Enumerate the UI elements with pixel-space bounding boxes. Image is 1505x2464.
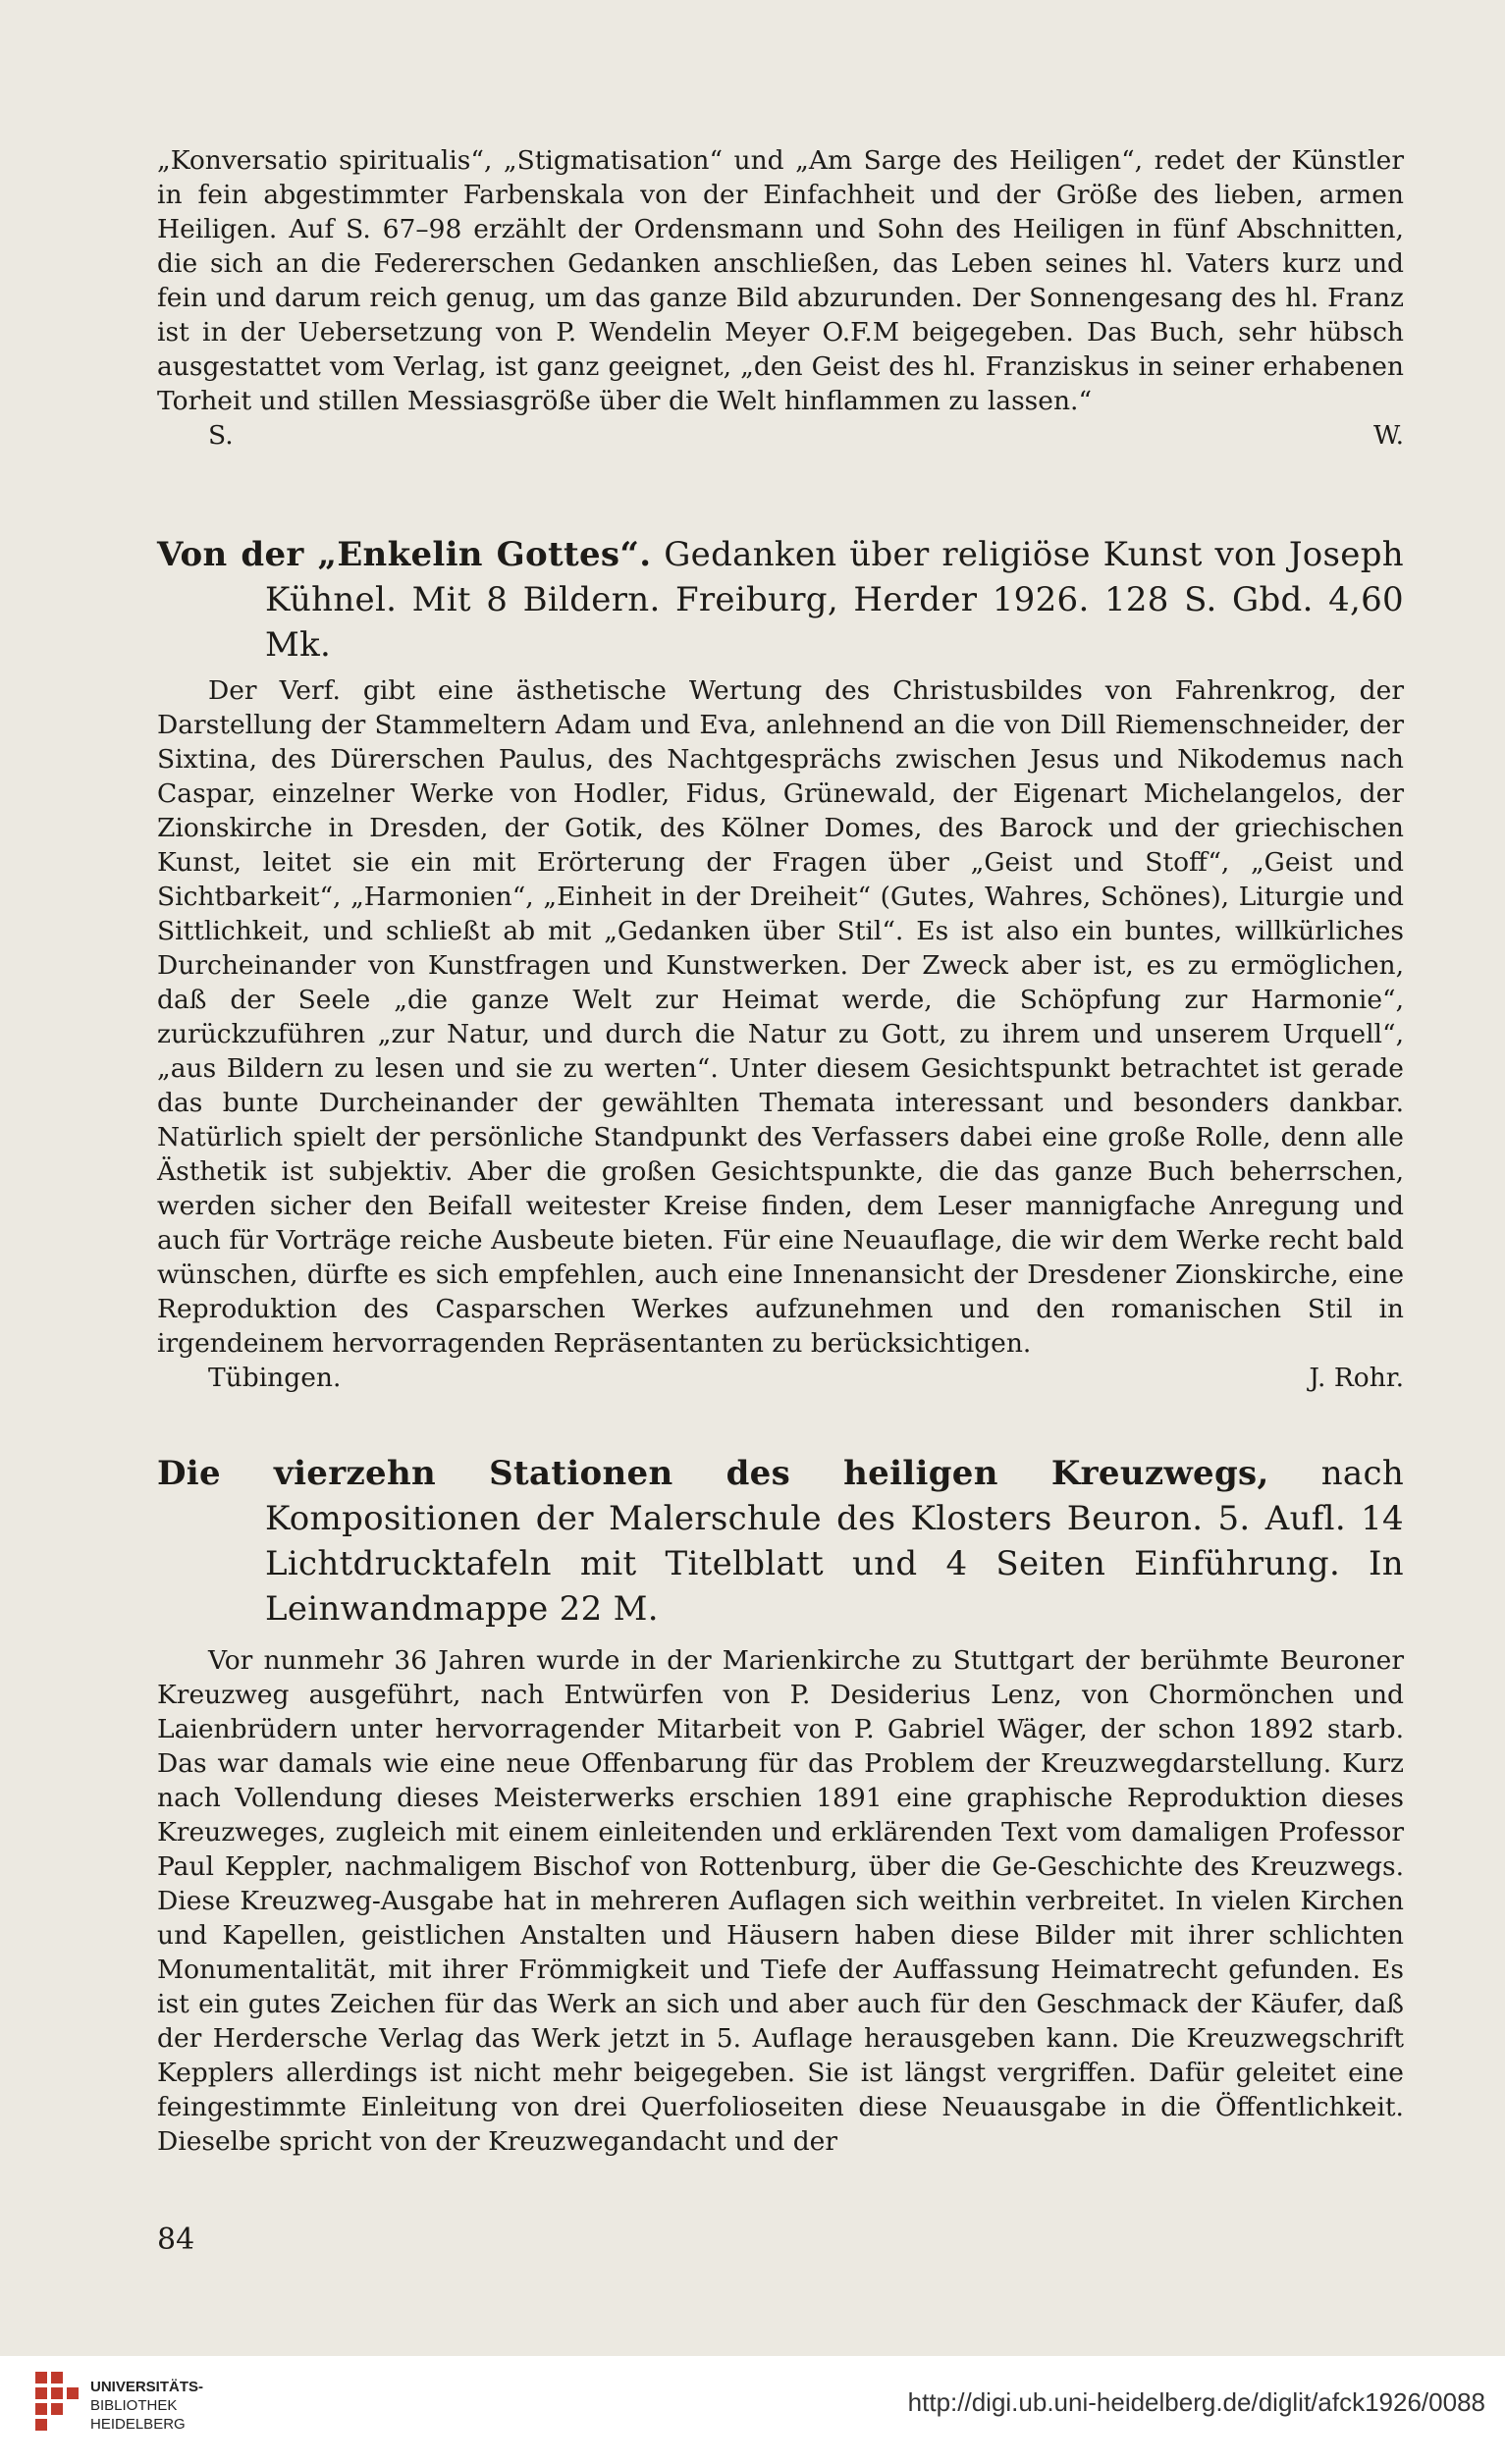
review-2-body: Der Verf. gibt eine ästhetische Wertung des Christusbildes von Fahrenkrog, der Darstellung der Stammeltern Adam und Eva, anlehnend an die von Dill Riemenschneider, der Sixtina, des Dürerschen Paulus, des Nachtgesprächs zwischen Jesus und Nikodemus nach Caspar, einzelner Werke von Hodler, Fidus, Grünewald, der Eigenart Michelangelos, der Zionskirche in Dresden, der Gotik, des Kölner Domes, des Barock und der griechischen Kunst, leitet sie ein mit Erörterung der Fragen über „Geist und Stoff“, „Geist und Sichtbarkeit“, „Harmonien“, „Einheit in der Dreiheit“ (Gutes, Wahres, Schönes), Liturgie und Sittlichkeit, und schließt ab mit „Gedanken über Stil“. Es ist also ein buntes, willkürliches Durcheinander von Kunstfragen und Kunstwerken. Der Zweck aber ist, es zu ermöglichen, daß der Seele „die ganze Welt zur Heimat werde, die Schöpfung zur Harmonie“, zurückzuführen „zur Natur, und durch die Natur zu Gott, zu ihrem und unserem Urquell“, „aus Bildern zu lesen und sie zu werten“. Unter diesem Gesichtspunkt betrachtet ist gerade das bunte Durcheinander der gewählten Themata interessant und besonders dankbar. Natürlich spielt der persönliche Standpunkt des Verfassers dabei eine große Rolle, denn alle Ästhetik ist subjektiv. Aber die großen Gesichtspunkte, die das ganze Buch beherrschen, werden sicher den Beifall weitester Kreise finden, dem Leser mannigfache Anregung und auch für Vorträge reiche Ausbeute bieten. Für eine Neuauflage, die wir dem Werke recht bald wünschen, dürfte es sich empfehlen, auch eine Innenansicht der Dresdener Zionskirche, eine Reproduktion des Casparschen Werkes aufzunehmen und den romanischen Stil in irgendeinem hervorragenden Repräsentanten zu berücksichtigen.: [157, 675, 1404, 1359]
university-library-logo-icon: [35, 2372, 79, 2435]
review-1-place: S.: [208, 420, 234, 451]
institution-line: UNIVERSITÄTS-: [90, 2379, 204, 2395]
review-1-signature: W.: [1372, 420, 1404, 451]
review-2-signature-row: [157, 1361, 1404, 1395]
review-3: [157, 1451, 1404, 2159]
review-2-signature: J. Rohr.: [1309, 1363, 1404, 1393]
review-1-body: „Konversatio spiritualis“, „Stigmatisation“ und „Am Sarge des Heiligen“, redet der Künstler in fein abgestimmter Farbenskala von der Einfachheit und der Größe des lieben, armen Heiligen. Auf S. 67–98 erzählt der Ordensmann und Sohn des Heiligen in fünf Abschnitten, die sich an die Federerschen Gedanken anschließen, das Leben seines hl. Vaters kurz und fein und darum reich genug, um das ganze Bild abzurunden. Der Sonnengesang des hl. Franz ist in der Uebersetzung von P. Wendelin Meyer O.F.M beigegeben. Das Buch, sehr hübsch ausgestattet vom Verlag, ist ganz geeignet, „den Geist des hl. Franziskus in seiner erhabenen Torheit und stillen Messiasgröße über die Welt hinflammen zu lassen.“: [157, 145, 1404, 416]
source-url-link[interactable]: http://digi.ub.uni-heidelberg.de/diglit/afck1926/0088: [907, 2387, 1485, 2417]
review-2-place: Tübingen.: [208, 1363, 342, 1393]
review-2-bibliographic-info: Gedanken über religiöse Kunst von Joseph Kühnel. Mit 8 Bildern. Freiburg, Herder 1926. 128 S. Gbd. 4,60 Mk.: [265, 535, 1404, 665]
review-1-signature-row: [157, 418, 1404, 453]
review-3-title: Die vierzehn Stationen des heiligen Kreuzwegs,: [157, 1454, 1269, 1493]
review-3-body: Vor nunmehr 36 Jahren wurde in der Marienkirche zu Stuttgart der berühmte Beuroner Kreuzweg ausgeführt, nach Entwürfen von P. Desiderius Lenz, von Chormönchen und Laienbrüdern unter hervorragender Mitarbeit von P. Gabriel Wäger, der schon 1892 starb. Das war damals wie eine neue Offenbarung für das Problem der Kreuzwegdarstellung. Kurz nach Vollendung dieses Meisterwerks erschien 1891 eine graphische Reproduktion dieses Kreuzweges, zugleich mit einem einleitenden und erklärenden Text vom damaligen Professor Paul Keppler, nachmaligem Bischof von Rottenburg, über die Ge-Geschichte des Kreuzwegs. Diese Kreuzweg-Ausgabe hat in mehreren Auflagen sich weithin verbreitet. In vielen Kirchen und Kapellen, geistlichen Anstalten und Häusern haben diese Bilder mit ihrer schlichten Monumentalität, mit ihrer Frömmigkeit und Tiefe der Auffassung Heimatrecht gefunden. Es ist ein gutes Zeichen für das Werk an sich und aber auch für den Geschmack der Käufer, daß der Herdersche Verlag das Werk jetzt in 5. Auflage herausgeben kann. Die Kreuzwegschrift Kepplers allerdings ist nicht mehr beigegeben. Sie ist längst vergriffen. Dafür geleitet eine feingestimmte Einleitung von drei Querfolioseiten diese Neuausgabe in die Öffentlichkeit. Dieselbe spricht von der Kreuzwegandacht und der: [157, 1645, 1404, 2157]
institution-name: [90, 2378, 203, 2434]
institution-line: BIBLIOTHEK: [90, 2397, 178, 2414]
page-number: 84: [157, 2223, 195, 2257]
institution-line: HEIDELBERG: [90, 2416, 186, 2433]
review-2-title: Von der „Enkelin Gottes“.: [157, 535, 652, 574]
review-2-heading: [157, 532, 1404, 668]
review-3-heading: [157, 1451, 1404, 1632]
review-2: [157, 532, 1404, 1395]
review-1: [157, 143, 1404, 453]
review-3-bibliographic-info: nach Kompositionen der Malerschule des Klosters Beuron. 5. Aufl. 14 Lichtdrucktafeln mit Titelblatt und 4 Seiten Einführung. In Leinwandmappe 22 M.: [265, 1454, 1405, 1629]
